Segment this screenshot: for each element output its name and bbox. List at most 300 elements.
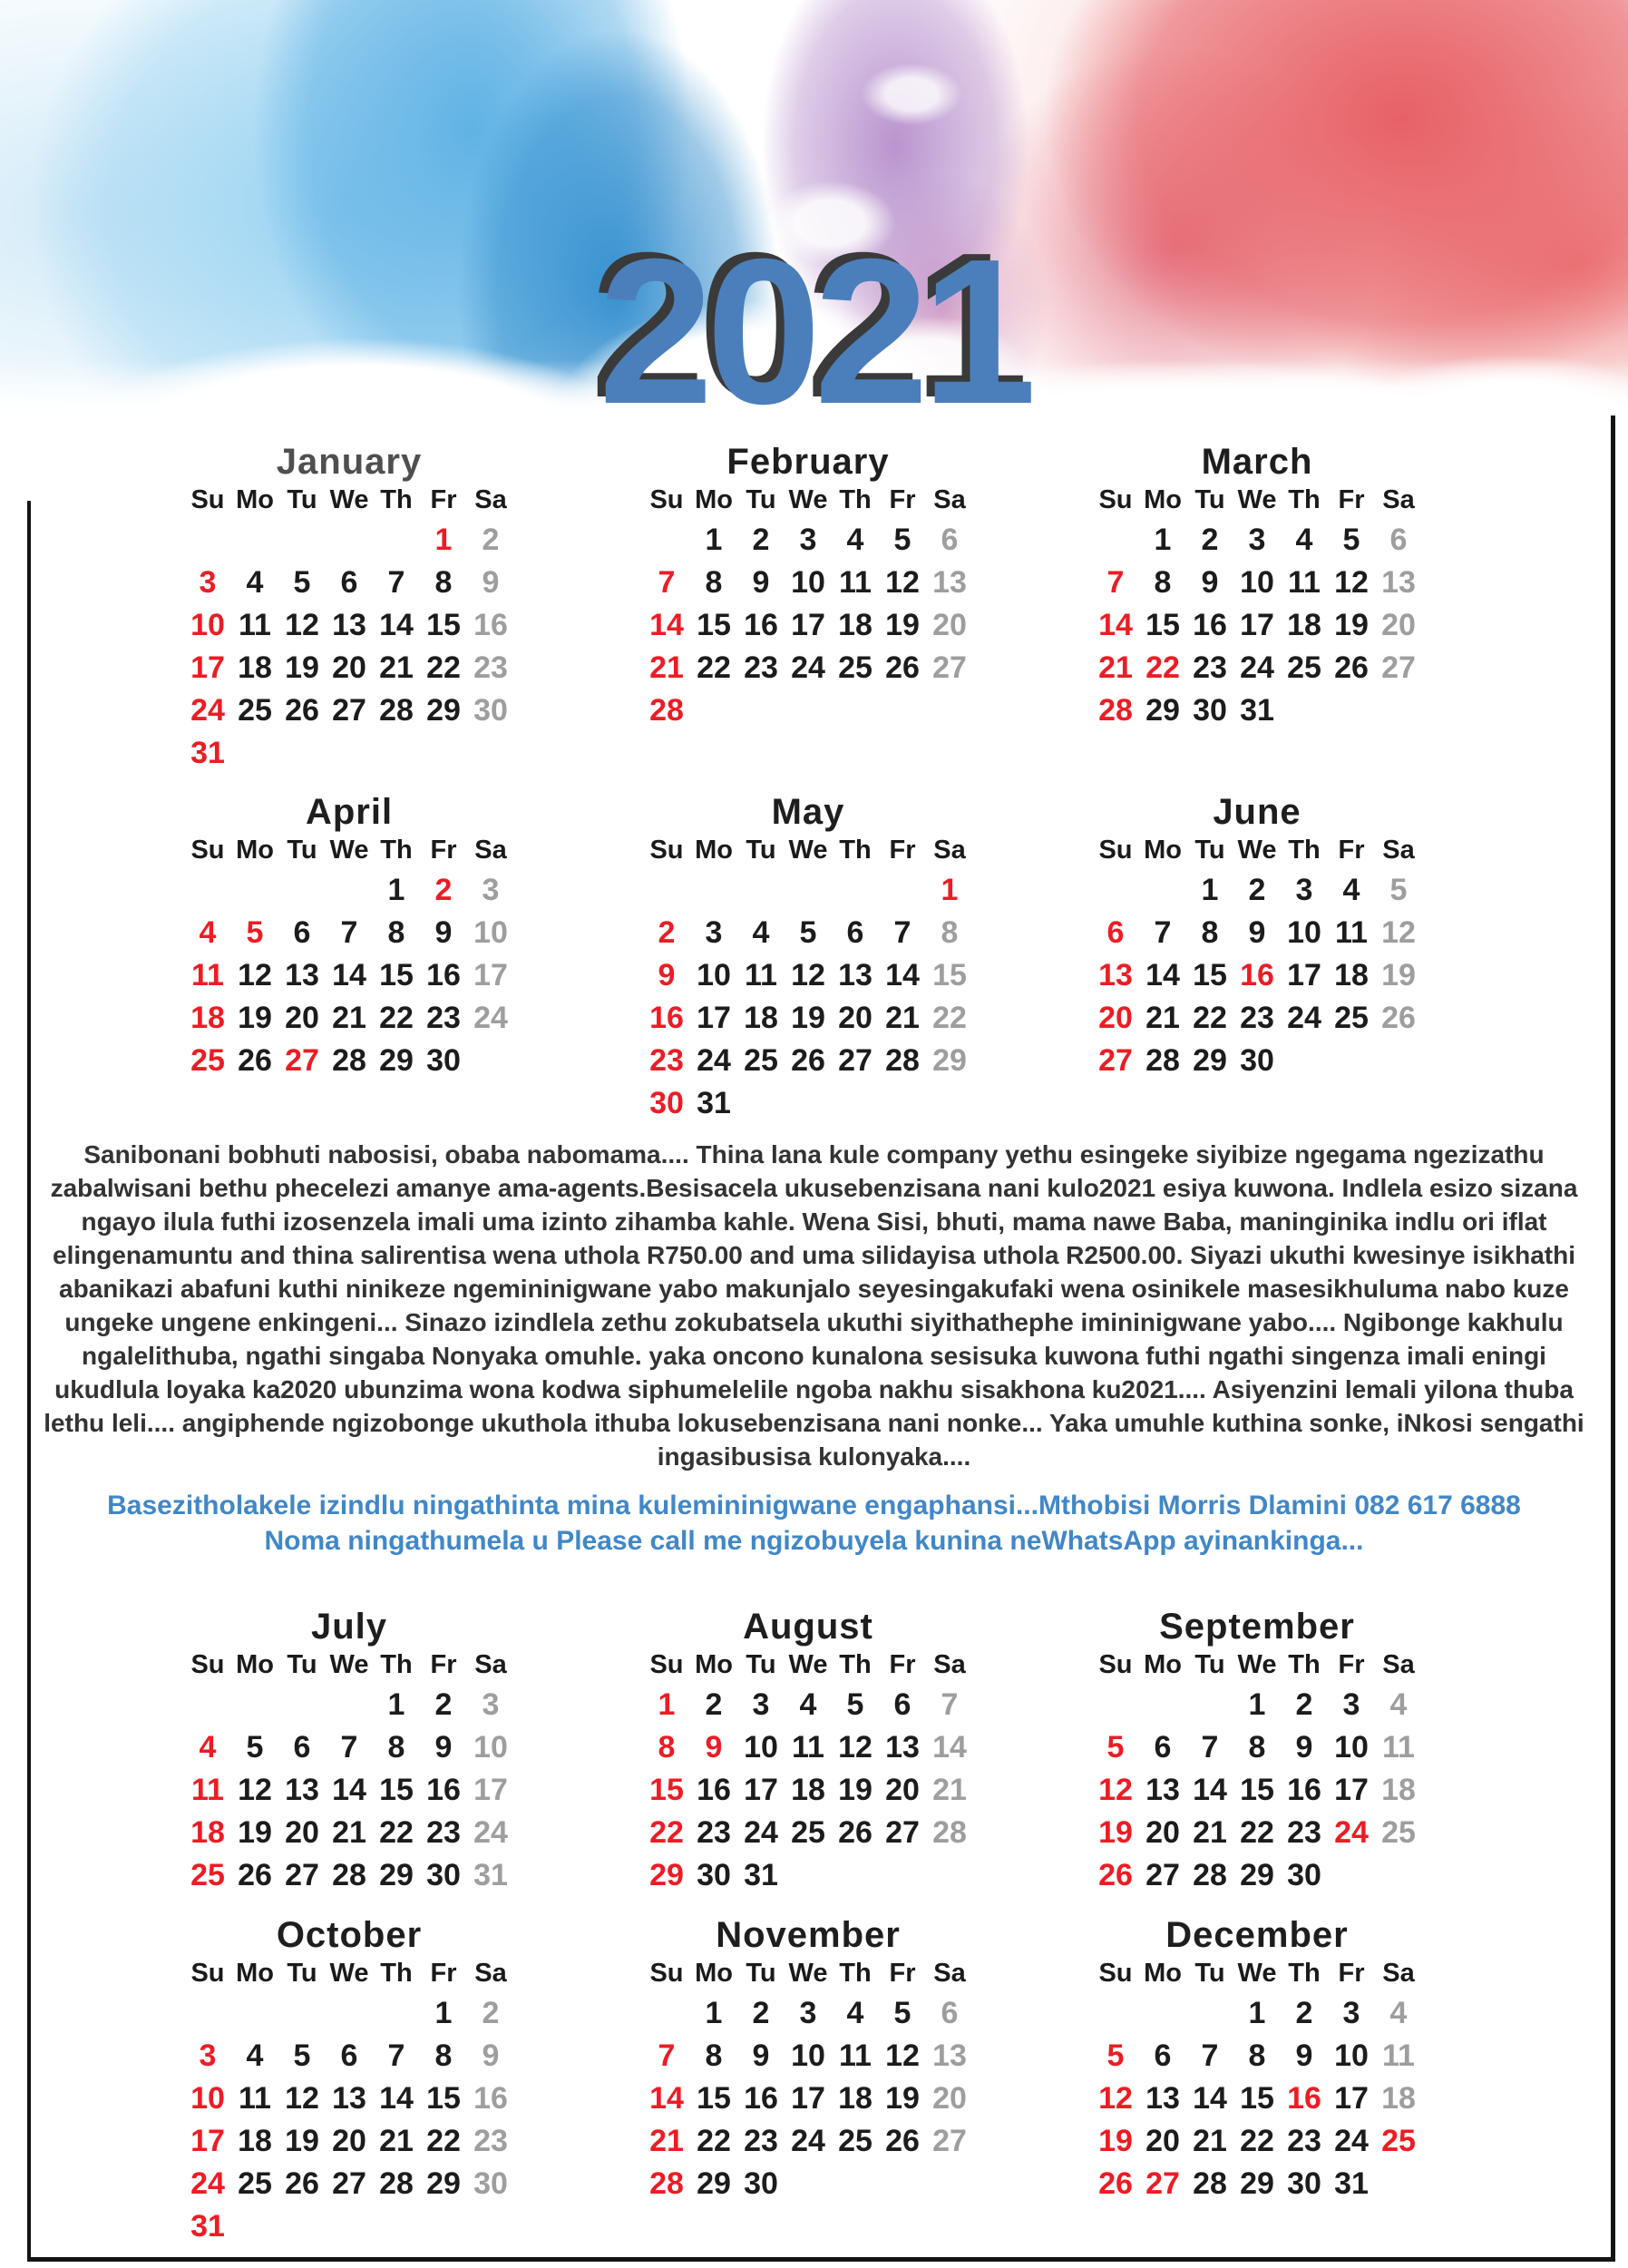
calendar-day: 10 [473,915,508,950]
weekday-label: Th [839,1959,872,1988]
calendar-day: 18 [190,1001,225,1035]
weekday-label: Fr [889,836,916,865]
calendar-day: 29 [1240,2166,1274,2201]
calendar-day: 25 [838,650,872,685]
calendar-day: 27 [838,1043,872,1078]
month-august [643,1606,973,1897]
calendar-day: 18 [744,1001,778,1035]
calendar-day: 16 [744,608,778,642]
calendar-day: 10 [190,608,225,642]
weekday-label: Th [839,1650,872,1679]
empty-cell [231,519,278,562]
calendar-day: 22 [379,1001,414,1035]
calendar-day: 13 [838,958,872,992]
calendar-day: 11 [1382,2038,1415,2073]
calendar-day: 17 [1334,1773,1369,1807]
calendar-day: 7 [1154,915,1172,950]
calendar-day: 12 [238,1773,272,1807]
calendar-day: 8 [705,2038,723,2073]
calendar-day: 3 [1295,873,1313,907]
calendar-day: 21 [332,1815,366,1850]
calendar-day: 30 [1287,1858,1321,1892]
weekday-label: We [788,836,828,865]
calendar-day: 17 [473,958,508,992]
calendar-day: 10 [190,2081,225,2116]
calendar-day: 19 [285,2124,319,2158]
calendar-day: 19 [885,608,920,642]
calendar-day: 23 [744,650,778,685]
calendar-day: 7 [893,915,911,950]
calendar-day: 31 [190,736,225,770]
month-title: August [743,1607,873,1647]
weekday-label: Th [839,836,872,865]
calendar-day: 26 [1098,2166,1133,2201]
empty-cell [690,869,737,912]
calendar-day: 3 [199,565,217,600]
promo-paragraph: Sanibonani bobhuti nabosisi, obaba nabomama.... Thina lana kule company yethu esingeke siyibize ngegama ngezizathu zabalwisani bethu phecelezi amanye ama-agents.Besisacela ukusebenzisana nani kulo2021 esiya kuwona. Indlela esizo sizana ngayo ilula futhi izosenzela imali uma izinto zihamba kahle. Wena Sisi, bhuti, mama nawe Baba, maninginika indlu ori iflat elingenamuntu and thina salirentisa wena uthola R750.00 and uma silidayisa uthola R2500.00. Siyazi ukuthi kwesinye isikhathi abanikazi abafuni kuthi ninikeze ngemininigwane yabo makunjalo seyesingakufaki wena osinikele masesikhuluma nabo kuze ungeke ungene enkingeni... Sinazo izindlela zethu zokubatsela ukuthi siyithathephe imininigwane yabo.... Ngibonge kakhulu ngalelithuba, ngathi singaba Nonyaka omuhle. yaka oncono kunalona sesisuka kuwona futhi ngathi singenza imali eningi ukudlula loyaka ka2020 ubunzima wona kodwa siphumelelile ngoba nakhu sisakhona ku2021.... Asiyenzini lemali yilona thuba lethu leli.... angiphende ngizobonge ukuthola ithuba lokusebenzisana nani nonke... Yaka umuhle kuthina sonke, iNkosi sengathi ingasibusisa kulonyaka.... [44,1140,1584,1471]
calendar-day: 7 [1201,1730,1219,1765]
calendar-day: 22 [1240,2124,1274,2158]
calendar-day: 11 [792,1730,824,1765]
calendar-day: 4 [1342,873,1360,907]
calendar-day: 28 [649,693,684,728]
calendar-day: 8 [941,915,959,950]
calendar-day: 9 [658,958,676,992]
weekday-label: We [1237,1959,1277,1988]
calendar-day: 13 [1145,2081,1180,2116]
calendar-day: 26 [1334,650,1369,685]
month-march [1092,441,1422,732]
calendar-day: 30 [744,2166,778,2201]
calendar-day: 31 [1240,693,1274,728]
calendar-day: 1 [658,1687,676,1722]
calendar-day: 14 [1145,958,1180,992]
weekday-label: Mo [695,1650,733,1679]
calendar-day: 11 [1382,1730,1415,1765]
weekday-label: Tu [287,1959,317,1988]
calendar-day: 7 [1106,565,1125,600]
calendar-day: 12 [1098,2081,1133,2116]
calendar-day: 2 [482,1996,500,2030]
calendar-day: 19 [791,1001,825,1035]
calendar-day: 8 [1154,565,1172,600]
calendar-day: 4 [246,565,264,600]
calendar-day: 21 [379,2124,414,2158]
weekday-label: Su [1098,1650,1133,1679]
weekday-label: Th [380,1650,413,1679]
calendar-day: 1 [1248,1996,1266,2030]
calendar-day: 16 [1240,958,1274,992]
weekday-label: We [329,485,369,514]
calendar-day: 11 [1288,565,1321,600]
empty-cell [1092,1684,1139,1726]
calendar-day: 13 [1145,1773,1180,1807]
weekday-label: Mo [1144,1959,1182,1988]
calendar-day: 2 [1201,523,1219,557]
calendar-day: 23 [426,1001,461,1035]
calendar-day: 13 [332,2081,366,2116]
calendar-day: 21 [932,1773,967,1807]
month-title: June [1213,792,1301,832]
month-title: September [1159,1607,1355,1647]
calendar-day: 3 [752,1687,770,1722]
calendar-day: 23 [473,650,508,685]
month-title: January [276,442,423,482]
calendar-day: 1 [941,873,959,907]
weekday-label: Tu [746,836,776,865]
calendar-day: 10 [744,1730,778,1765]
calendar-day: 25 [744,1043,778,1078]
calendar-day: 8 [1201,915,1219,950]
calendar-day: 5 [246,1730,264,1765]
weekday-label: Mo [695,485,733,514]
empty-cell [1139,1992,1186,2035]
empty-cell [737,869,785,912]
calendar-day: 16 [697,1773,731,1807]
weekday-label: Su [1098,1959,1133,1988]
calendar-day: 15 [379,1773,414,1807]
weekday-label: Sa [1382,836,1415,865]
calendar-day: 14 [649,608,684,642]
calendar-day: 15 [1145,608,1180,642]
empty-cell [1186,1684,1233,1726]
month-december [1092,1914,1422,2205]
month-title: December [1165,1915,1349,1955]
calendar-day: 24 [1287,1001,1321,1035]
weekday-label: We [1237,836,1277,865]
calendar-day: 2 [658,915,676,950]
calendar-day: 12 [1381,915,1416,950]
calendar-day: 27 [885,1815,920,1850]
calendar-day: 17 [791,608,825,642]
calendar-day: 15 [1240,2081,1274,2116]
calendar-day: 1 [1154,523,1172,557]
calendar-day: 27 [1145,1858,1180,1892]
calendar-day: 5 [293,2038,311,2073]
empty-cell [278,519,326,562]
weekday-label: Sa [474,1650,507,1679]
calendar-day: 3 [799,1996,817,2030]
calendar-day: 10 [1287,915,1321,950]
calendar-day: 22 [697,2124,731,2158]
weekday-label: Fr [430,1959,457,1988]
calendar-day: 20 [885,1773,920,1807]
calendar-day: 26 [1098,1858,1133,1892]
weekday-label: Su [649,836,684,865]
empty-cell [1186,1992,1233,2035]
calendar-day: 25 [1334,1001,1369,1035]
empty-cell [326,1684,373,1726]
calendar-day: 9 [482,2038,500,2073]
calendar-day: 4 [799,1687,817,1722]
calendar-day: 23 [1193,650,1227,685]
weekday-label: Mo [236,1650,274,1679]
weekday-label: Fr [430,836,457,865]
weekday-label: Th [1288,1650,1321,1679]
calendar-day: 18 [238,2124,272,2158]
calendar-day: 21 [1098,650,1133,685]
calendar-day: 11 [745,958,777,992]
calendar-day: 20 [932,608,967,642]
calendar-day: 6 [1389,523,1408,557]
month-november [643,1914,973,2205]
calendar-day: 2 [434,1687,453,1722]
calendar-day: 1 [434,523,453,557]
calendar-day: 8 [387,1730,405,1765]
calendar-day: 5 [246,915,264,950]
calendar-day: 26 [838,1815,872,1850]
calendar-day: 26 [238,1858,272,1892]
calendar-day: 18 [1381,1773,1416,1807]
calendar-day: 3 [482,1687,500,1722]
month-june [1092,791,1422,1082]
calendar-day: 24 [1240,650,1274,685]
calendar-day: 12 [1334,565,1369,600]
calendar-day: 7 [387,565,405,600]
weekday-label: Mo [1144,1650,1182,1679]
calendar-day: 2 [1295,1996,1313,2030]
calendar-day: 25 [238,693,272,728]
weekday-label: Sa [933,836,966,865]
calendar-day: 22 [426,650,461,685]
calendar-day: 19 [285,650,319,685]
weekday-label: Th [380,836,413,865]
calendar-day: 29 [1240,1858,1274,1892]
calendar-day: 27 [932,650,967,685]
weekday-label: Th [1288,836,1321,865]
calendar-day: 15 [932,958,967,992]
month-september [1092,1606,1422,1897]
calendar-day: 9 [1248,915,1266,950]
calendar-day: 5 [799,915,817,950]
calendar-day: 28 [1193,1858,1227,1892]
calendar-day: 22 [426,2124,461,2158]
calendar-day: 10 [1240,565,1274,600]
calendar-day: 1 [387,873,405,907]
calendar-day: 8 [1248,2038,1266,2073]
calendar-day: 14 [1193,1773,1227,1807]
calendar-day: 14 [885,958,920,992]
calendar-day: 17 [744,1773,778,1807]
calendar-day: 30 [426,1043,461,1078]
empty-cell [326,869,373,912]
calendar-day: 29 [1193,1043,1227,1078]
calendar-day: 6 [1154,1730,1172,1765]
empty-cell [231,1684,278,1726]
calendar-day: 2 [705,1687,723,1722]
weekday-label: Th [1288,485,1321,514]
calendar-day: 1 [705,523,723,557]
calendar-day: 24 [473,1001,508,1035]
calendar-day: 22 [932,1001,967,1035]
calendar-day: 20 [838,1001,872,1035]
empty-cell [643,869,690,912]
calendar-day: 8 [387,915,405,950]
calendar-day: 28 [1145,1043,1180,1078]
calendar-day: 30 [649,1086,684,1120]
weekday-label: Fr [430,1650,457,1679]
calendar-day: 6 [941,523,959,557]
month-title: October [276,1915,423,1955]
empty-cell [278,869,326,912]
calendar-day: 17 [190,2124,225,2158]
calendar-day: 28 [932,1815,967,1850]
empty-cell [832,869,879,912]
calendar-day: 30 [697,1858,731,1892]
calendar-day: 6 [1154,2038,1172,2073]
weekday-label: Su [190,485,225,514]
calendar-day: 24 [1334,1815,1369,1850]
empty-cell [184,869,231,912]
weekday-label: Th [380,485,413,514]
month-title: May [771,792,845,832]
calendar-day: 9 [752,565,770,600]
weekday-label: Tu [287,1650,317,1679]
calendar-day: 9 [434,915,453,950]
calendar-day: 17 [697,1001,731,1035]
calendar-day: 18 [1381,2081,1416,2116]
calendar-day: 12 [1098,1773,1133,1807]
calendar-day: 6 [293,1730,311,1765]
calendar-day: 17 [473,1773,508,1807]
calendar-day: 4 [1295,523,1313,557]
calendar-day: 19 [1334,608,1369,642]
calendar-day: 31 [1334,2166,1369,2201]
weekday-label: Sa [474,836,507,865]
calendar-day: 7 [1201,2038,1219,2073]
calendar-day: 28 [649,2166,684,2201]
weekday-label: We [329,1959,369,1988]
calendar-day: 25 [190,1858,225,1892]
month-may [643,791,973,1125]
calendar-day: 25 [838,2124,872,2158]
month-title: November [716,1915,901,1955]
calendar-day: 15 [1193,958,1227,992]
empty-cell [1092,1992,1139,2035]
calendar-day: 14 [649,2081,684,2116]
weekday-label: Tu [1194,836,1225,865]
weekday-label: Sa [1382,1959,1415,1988]
calendar-day: 4 [199,1730,217,1765]
calendar-day: 10 [791,2038,825,2073]
empty-cell [373,519,420,562]
calendar-day: 16 [473,2081,508,2116]
weekday-label: Tu [1194,485,1225,514]
calendar-day: 11 [191,958,224,992]
calendar-day: 20 [332,650,366,685]
calendar-day: 28 [1193,2166,1227,2201]
calendar-day: 6 [340,2038,358,2073]
calendar-day: 31 [473,1858,508,1892]
calendar-day: 25 [238,2166,272,2201]
calendar-day: 21 [649,2124,684,2158]
calendar-day: 16 [1287,2081,1321,2116]
calendar-day: 9 [705,1730,723,1765]
calendar-day: 15 [697,608,731,642]
empty-cell [785,869,832,912]
calendar-day: 28 [1098,693,1133,728]
calendar-day: 12 [885,565,920,600]
calendar-day: 13 [932,2038,967,2073]
calendar-day: 31 [697,1086,731,1120]
calendar-day: 28 [332,1858,366,1892]
calendar-day: 11 [1335,915,1368,950]
calendar-day: 4 [1389,1996,1408,2030]
calendar-day: 18 [238,650,272,685]
calendar-day: 1 [434,1996,453,2030]
calendar-day: 21 [649,650,684,685]
frame-border-right [1611,415,1615,2262]
calendar-day: 24 [697,1043,731,1078]
weekday-label: Fr [889,1959,916,1988]
calendar-day: 18 [190,1815,225,1850]
calendar-day: 10 [791,565,825,600]
contact-line-1: Basezitholakele izindlu ningathinta mina kulemininigwane engaphansi...Mthobisi Morris Dlamini 082 617 6888 [107,1491,1521,1520]
calendar-day: 2 [482,523,500,557]
calendar-day: 23 [649,1043,684,1078]
calendar-day: 4 [752,915,770,950]
weekday-label: Sa [474,485,507,514]
calendar-day: 19 [1098,2124,1133,2158]
calendar-day: 2 [1295,1687,1313,1722]
weekday-label: Su [190,1959,225,1988]
calendar-day: 30 [426,1858,461,1892]
empty-cell [278,1684,326,1726]
calendar-day: 18 [1334,958,1369,992]
calendar-day: 19 [238,1001,272,1035]
calendar-day: 3 [199,2038,217,2073]
calendar-day: 4 [1389,1687,1408,1722]
weekday-label: Th [380,1959,413,1988]
calendar-day: 3 [705,915,723,950]
calendar-day: 27 [285,1043,319,1078]
calendar-day: 18 [791,1773,825,1807]
empty-cell [326,1992,373,2035]
calendar-day: 5 [1342,523,1360,557]
calendar-day: 31 [744,1858,778,1892]
calendar-day: 20 [1145,2124,1180,2158]
weekday-label: Su [649,1650,684,1679]
month-january [184,441,514,775]
calendar-day: 21 [379,650,414,685]
calendar-day: 18 [838,2081,872,2116]
calendar-day: 11 [191,1773,224,1807]
empty-cell [1139,869,1186,912]
weekday-label: We [788,485,828,514]
calendar-day: 7 [340,1730,358,1765]
weekday-label: Fr [1338,836,1365,865]
calendar-day: 25 [791,1815,825,1850]
calendar-day: 25 [1381,2124,1416,2158]
weekday-label: We [1237,1650,1277,1679]
calendar-day: 17 [190,650,225,685]
empty-cell [231,869,278,912]
calendar-day: 27 [932,2124,967,2158]
calendar-day: 7 [658,565,676,600]
calendar-day: 10 [697,958,731,992]
calendar-day: 5 [893,1996,911,2030]
weekday-label: Tu [746,1959,776,1988]
weekday-label: Fr [1338,485,1365,514]
month-title: March [1201,442,1313,482]
calendar-day: 3 [1342,1687,1360,1722]
calendar-day: 14 [1098,608,1133,642]
calendar-day: 10 [1334,2038,1369,2073]
calendar-day: 26 [791,1043,825,1078]
calendar-day: 15 [697,2081,731,2116]
calendar-day: 14 [332,1773,366,1807]
calendar-day: 23 [426,1815,461,1850]
